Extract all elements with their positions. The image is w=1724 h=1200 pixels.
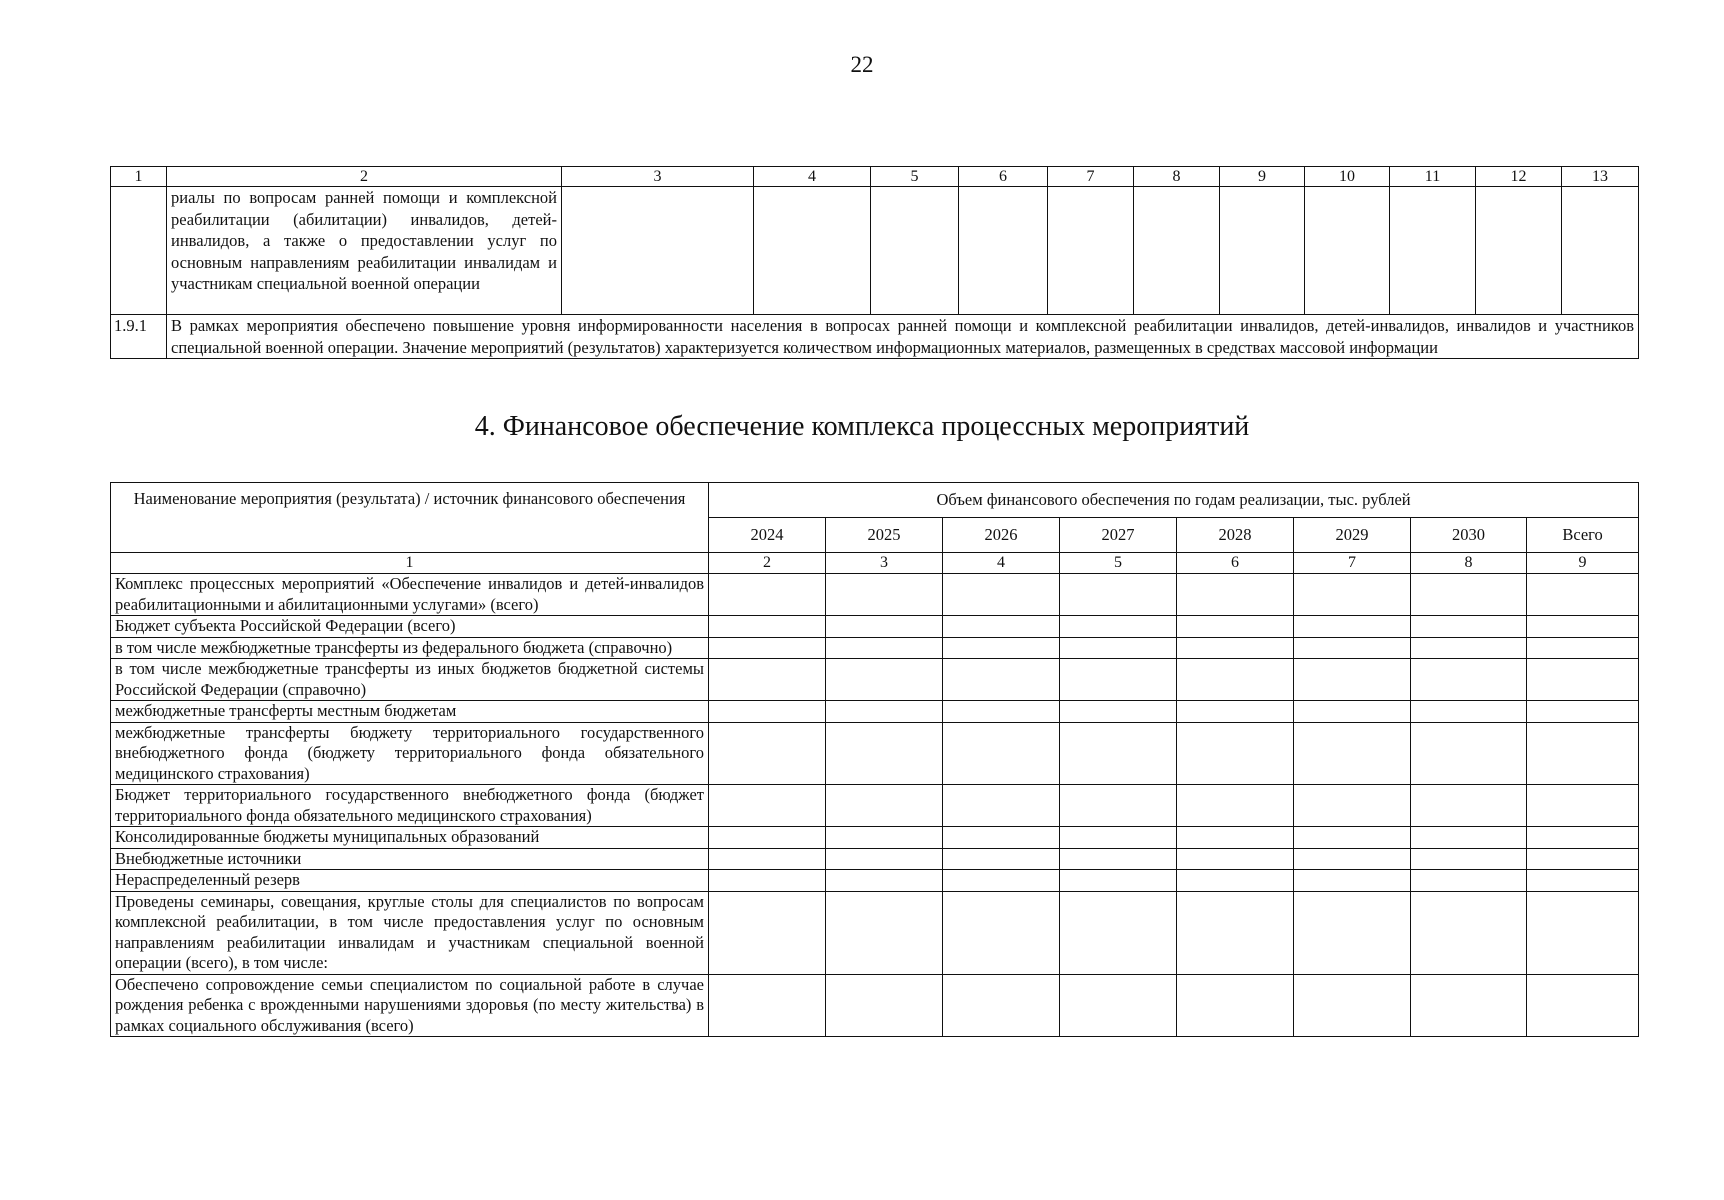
value-cell (1294, 827, 1411, 849)
value-cell (826, 701, 943, 723)
row-label: Проведены семинары, совещания, круглые столы для специалистов по вопросам комплексной реабилитации, в том числе предоставления услуг по основным направлениям реабилитации инвалидам и участникам специальной военной операции (всего), в том числе: (111, 891, 709, 974)
value-cell (1294, 974, 1411, 1037)
table1-col-header: 4 (754, 167, 871, 187)
table1-cell (111, 187, 167, 315)
value-cell (1294, 891, 1411, 974)
value-cell (709, 870, 826, 892)
value-cell (1527, 701, 1639, 723)
table-row (111, 785, 1639, 827)
column-index: 2 (709, 553, 826, 574)
total-header: Всего (1527, 518, 1639, 553)
value-cell (826, 616, 943, 638)
column-index: 4 (943, 553, 1060, 574)
value-cell (1177, 574, 1294, 616)
row-label: Внебюджетные источники (111, 848, 709, 870)
table-row (111, 870, 1639, 892)
value-cell (1527, 722, 1639, 785)
value-cell (709, 848, 826, 870)
value-cell (1294, 616, 1411, 638)
table-row (111, 974, 1639, 1037)
table1-header-row (111, 167, 1639, 187)
financing-table-body (111, 574, 1639, 1037)
column-index-row (111, 553, 1639, 574)
value-cell (1060, 574, 1177, 616)
column-index: 1 (111, 553, 709, 574)
activities-table-continued (110, 166, 1639, 359)
value-cell (943, 722, 1060, 785)
table-row (111, 701, 1639, 723)
value-cell (1177, 974, 1294, 1037)
value-cell (1294, 870, 1411, 892)
value-cell (709, 659, 826, 701)
value-cell (1411, 974, 1527, 1037)
value-cell (943, 637, 1060, 659)
value-cell (826, 637, 943, 659)
table1-cell (1134, 187, 1220, 315)
table-row (111, 891, 1639, 974)
value-cell (826, 722, 943, 785)
value-cell (1527, 616, 1639, 638)
value-cell (1411, 891, 1527, 974)
table1-cell (1390, 187, 1476, 315)
table1-col-header: 13 (1562, 167, 1639, 187)
table-row (111, 722, 1639, 785)
value-cell (943, 974, 1060, 1037)
column-index: 3 (826, 553, 943, 574)
value-cell (709, 574, 826, 616)
table1-col-header: 8 (1134, 167, 1220, 187)
row-label: Комплекс процессных мероприятий «Обеспечение инвалидов и детей-инвалидов реабилитационными и абилитационными услугами» (всего) (111, 574, 709, 616)
value-cell (826, 891, 943, 974)
value-cell (1527, 785, 1639, 827)
row-label: Нераспределенный резерв (111, 870, 709, 892)
table1-col-header: 6 (959, 167, 1048, 187)
value-cell (1527, 827, 1639, 849)
value-cell (709, 974, 826, 1037)
value-cell (943, 785, 1060, 827)
table1-cell (1048, 187, 1134, 315)
value-cell (1060, 637, 1177, 659)
value-cell (1527, 974, 1639, 1037)
value-cell (1411, 848, 1527, 870)
value-cell (943, 701, 1060, 723)
row-number: 1.9.1 (111, 315, 167, 359)
value-cell (1060, 827, 1177, 849)
value-cell (1411, 870, 1527, 892)
row-label: межбюджетные трансферты местным бюджетам (111, 701, 709, 723)
table1-col-header: 1 (111, 167, 167, 187)
value-cell (1294, 701, 1411, 723)
value-cell (1527, 891, 1639, 974)
table1-col-header: 9 (1220, 167, 1305, 187)
column-index: 5 (1060, 553, 1177, 574)
value-cell (1060, 785, 1177, 827)
table1-cell (1305, 187, 1390, 315)
section-title: 4. Финансовое обеспечение комплекса процессных мероприятий (474, 411, 1250, 442)
value-cell (709, 722, 826, 785)
financing-table (110, 482, 1639, 1037)
year-header: 2027 (1060, 518, 1177, 553)
continuation-text: риалы по вопросам ранней помощи и комплексной реабилитации (абилитации) инвалидов, детей-инвалидов, а также о предоставлении услуг по основным направлениям реабилитации инвалидам и участникам специальной военной операции (167, 187, 562, 315)
row-label: межбюджетные трансферты бюджету территориального государственного внебюджетного фонда (бюджету территориального фонда обязательного медицинского страхования) (111, 722, 709, 785)
table1-col-header: 11 (1390, 167, 1476, 187)
table1-cell (959, 187, 1048, 315)
value-cell (1177, 870, 1294, 892)
value-cell (826, 848, 943, 870)
table1-cell (1562, 187, 1639, 315)
value-cell (943, 827, 1060, 849)
year-header: 2026 (943, 518, 1060, 553)
page-number: 22 (850, 52, 874, 77)
table1-cell (1476, 187, 1562, 315)
value-cell (1177, 848, 1294, 870)
row-label: Бюджет территориального государственного внебюджетного фонда (бюджет территориального фонда обязательного медицинского страхования) (111, 785, 709, 827)
value-cell (1294, 722, 1411, 785)
value-cell (1294, 785, 1411, 827)
value-cell (1411, 574, 1527, 616)
year-header: 2025 (826, 518, 943, 553)
table2-header-row (111, 483, 1639, 518)
column-index: 9 (1527, 553, 1639, 574)
value-cell (1527, 637, 1639, 659)
value-cell (1411, 616, 1527, 638)
value-cell (1060, 870, 1177, 892)
value-cell (943, 870, 1060, 892)
year-header: 2024 (709, 518, 826, 553)
value-cell (943, 848, 1060, 870)
table-row (111, 637, 1639, 659)
value-cell (1527, 574, 1639, 616)
value-cell (1411, 827, 1527, 849)
column-index: 6 (1177, 553, 1294, 574)
value-cell (1060, 722, 1177, 785)
row-description: В рамках мероприятия обеспечено повышение уровня информированности населения в вопросах ранней помощи и комплексной реабилитации инвалидов, детей-инвалидов, инвалидов и участников специальной военной операции. Значение мероприятий (результатов) характеризуется количеством информационных материалов, размещенных в средствах массовой информации (167, 315, 1639, 359)
table1-row-1-9-1 (111, 315, 1639, 359)
value-cell (1060, 974, 1177, 1037)
value-cell (709, 701, 826, 723)
table-row (111, 848, 1639, 870)
value-cell (1060, 848, 1177, 870)
year-header: 2029 (1294, 518, 1411, 553)
value-cell (826, 870, 943, 892)
value-cell (1177, 827, 1294, 849)
value-cell (1177, 722, 1294, 785)
value-cell (1411, 637, 1527, 659)
value-cell (1060, 891, 1177, 974)
row-label: Консолидированные бюджеты муниципальных образований (111, 827, 709, 849)
value-cell (943, 659, 1060, 701)
value-cell (1294, 848, 1411, 870)
year-header: 2030 (1411, 518, 1527, 553)
value-cell (1177, 637, 1294, 659)
table-row (111, 616, 1639, 638)
table1-cell (562, 187, 754, 315)
value-cell (826, 574, 943, 616)
value-cell (1411, 785, 1527, 827)
value-cell (1411, 701, 1527, 723)
value-cell (1060, 616, 1177, 638)
value-cell (1177, 891, 1294, 974)
value-cell (826, 827, 943, 849)
row-label: в том числе межбюджетные трансферты из федерального бюджета (справочно) (111, 637, 709, 659)
value-cell (709, 616, 826, 638)
value-cell (709, 785, 826, 827)
name-column-header: Наименование мероприятия (результата) / источник финансового обеспечения (111, 483, 709, 553)
row-label: Бюджет субъекта Российской Федерации (всего) (111, 616, 709, 638)
value-cell (1411, 722, 1527, 785)
column-index: 8 (1411, 553, 1527, 574)
value-cell (943, 574, 1060, 616)
volume-header: Объем финансового обеспечения по годам реализации, тыс. рублей (709, 483, 1639, 518)
value-cell (1527, 870, 1639, 892)
table1-cell (754, 187, 871, 315)
table1-col-header: 5 (871, 167, 959, 187)
value-cell (1294, 574, 1411, 616)
value-cell (1060, 659, 1177, 701)
table1-col-header: 7 (1048, 167, 1134, 187)
value-cell (1411, 659, 1527, 701)
value-cell (826, 785, 943, 827)
value-cell (1294, 659, 1411, 701)
value-cell (943, 616, 1060, 638)
table1-col-header: 3 (562, 167, 754, 187)
value-cell (1177, 659, 1294, 701)
table1-col-header: 10 (1305, 167, 1390, 187)
row-label: в том числе межбюджетные трансферты из иных бюджетов бюджетной системы Российской Федерации (справочно) (111, 659, 709, 701)
value-cell (1527, 659, 1639, 701)
row-label: Обеспечено сопровождение семьи специалистом по социальной работе в случае рождения ребенка с врожденными нарушениями здоровья (по месту жительства) в рамках социального обслуживания (всего) (111, 974, 709, 1037)
value-cell (1177, 701, 1294, 723)
value-cell (709, 827, 826, 849)
value-cell (1177, 785, 1294, 827)
value-cell (1177, 616, 1294, 638)
value-cell (826, 659, 943, 701)
year-header: 2028 (1177, 518, 1294, 553)
table1-col-header: 12 (1476, 167, 1562, 187)
table-row (111, 827, 1639, 849)
value-cell (1527, 848, 1639, 870)
value-cell (1060, 701, 1177, 723)
value-cell (943, 891, 1060, 974)
table1-cell (1220, 187, 1305, 315)
column-index: 7 (1294, 553, 1411, 574)
value-cell (1294, 637, 1411, 659)
value-cell (826, 974, 943, 1037)
table1-continuation-row (111, 187, 1639, 315)
table1-cell (871, 187, 959, 315)
table1-col-header: 2 (167, 167, 562, 187)
value-cell (709, 891, 826, 974)
value-cell (709, 637, 826, 659)
table-row (111, 659, 1639, 701)
table-row (111, 574, 1639, 616)
